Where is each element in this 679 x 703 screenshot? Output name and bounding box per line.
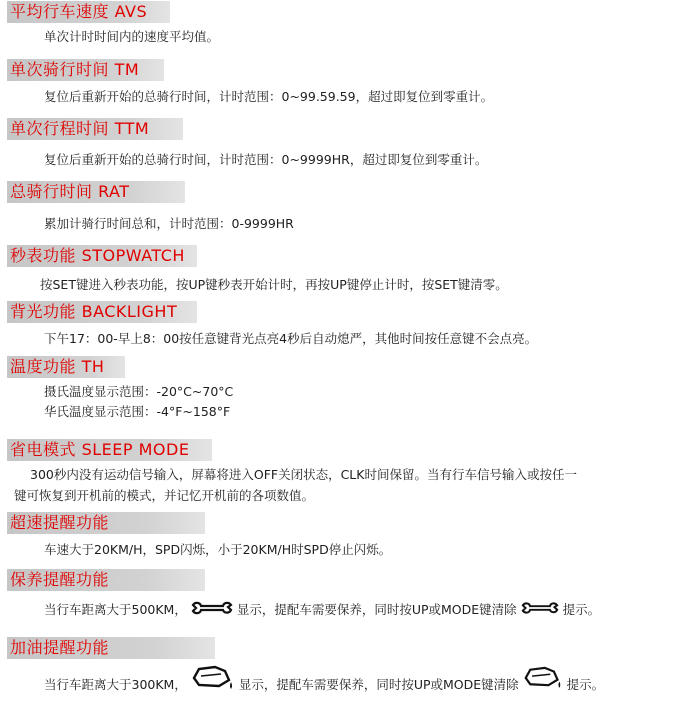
heading-temperature: 温度功能 TH [7,356,125,378]
avs-description: 单次计时时间内的速度平均值。 [44,29,220,44]
wrench-icon [191,601,233,620]
wrench-icon [521,601,559,620]
heading-maintenance: 保养提醒功能 [7,569,205,591]
stopwatch-description: 按SET键进入秒表功能，按UP键秒表开始计时，再按UP键停止计时，按SET键清零。 [40,277,508,292]
fuel-can-icon [523,664,563,695]
refuel-text-end: 提示。 [566,677,605,692]
heading-avs: 平均行车速度 AVS [7,1,170,23]
temperature-celsius-range: 摄氏温度显示范围：-20°C~70°C [44,384,234,399]
maintenance-text-start: 当行车距离大于500KM， [44,602,187,617]
overspeed-description: 车速大于20KM/H，SPD闪烁，小于20KM/H时SPD停止闪烁。 [44,542,392,557]
heading-rat: 总骑行时间 RAT [7,181,185,203]
backlight-description: 下午17：00-早上8：00按任意键背光点亮4秒后自动熄严，其他时间按任意键不会点亮。 [44,331,538,346]
sleep-mode-line-2: 键可恢复到开机前的模式，并记忆开机前的各项数值。 [14,488,315,503]
temperature-fahrenheit-range: 华氏温度显示范围：-4°F~158°F [44,404,231,419]
heading-tm: 单次骑行时间 TM [7,59,164,81]
sleep-mode-line-1: 300秒内没有运动信号输入，屏幕将进入OFF关闭状态，CLK时间保留。当有行车信号输入或按任一 [30,467,577,482]
maintenance-text-end: 提示。 [562,602,601,617]
heading-overspeed: 超速提醒功能 [7,512,205,534]
refuel-text-middle: 显示，提配车需要保养，同时按UP或MODE键清除 [238,677,519,692]
refuel-description [44,676,604,695]
ttm-description: 复位后重新开始的总骑行时间，计时范围：0~9999HR，超过即复位到零重计。 [44,152,488,167]
maintenance-text-middle: 显示，提配车需要保养，同时按UP或MODE键清除 [236,602,517,617]
maintenance-description [44,601,600,620]
heading-ttm: 单次行程时间 TTM [7,118,183,140]
heading-backlight: 背光功能 BACKLIGHT [7,301,197,323]
heading-stopwatch: 秒表功能 STOPWATCH [7,245,197,267]
heading-refuel: 加油提醒功能 [7,637,215,659]
heading-sleep-mode: 省电模式 SLEEP MODE [7,439,212,461]
tm-description: 复位后重新开始的总骑行时间，计时范围：0~99.59.59，超过即复位到零重计。 [44,89,494,104]
rat-description: 累加计骑行时间总和，计时范围：0-9999HR [44,216,294,231]
fuel-can-icon [191,664,235,695]
refuel-text-start: 当行车距离大于300KM， [44,677,187,692]
